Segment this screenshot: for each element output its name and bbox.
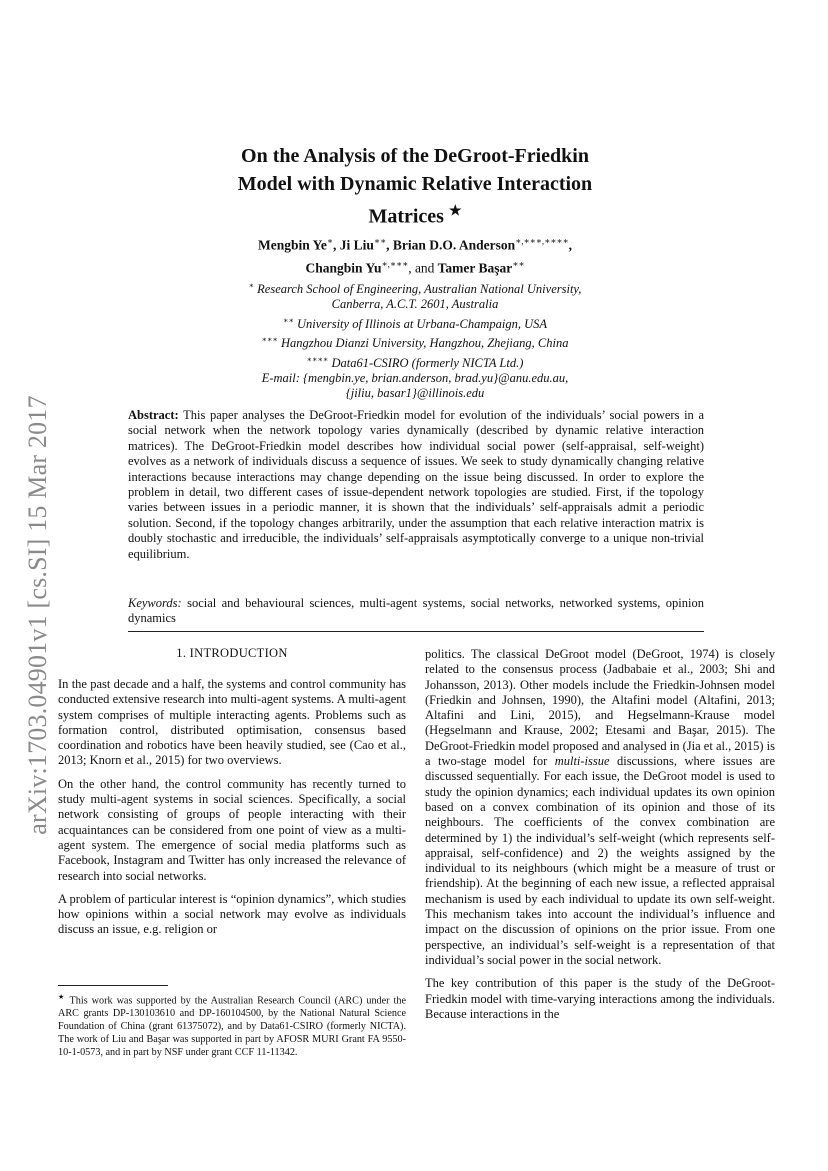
left-column [58, 677, 406, 946]
email-line: E-mail: {mengbin.ye, brian.anderson, brad.yu}@anu.edu.au, [261, 371, 569, 386]
abstract-label: Abstract: [128, 408, 179, 422]
author-list [150, 232, 680, 277]
author-affiliation-mark: ∗,∗∗∗ [381, 258, 409, 269]
keywords-label: Keywords: [128, 596, 182, 610]
email-line: {jiliu, basar1}@illinois.edu [345, 386, 485, 401]
author-line-1: Mengbin Ye∗, Ji Liu∗∗, Brian D.O. Anderson∗,∗∗∗,∗∗∗∗, [258, 236, 572, 253]
paragraph: On the other hand, the control community has recently turned to study multi-agent systems in social sciences. Specifically, a social network consisting of groups of people interacting with their acquaintances can be considered from one point of view as a multi-agent system. The emergence of social media platforms such as Facebook, Instagram and Twitter has only increased the relevance of research into social networks. [58, 776, 406, 883]
footnote [58, 991, 406, 1059]
paragraph: In the past decade and a half, the systems and control community has conducted extensive research into multi-agent systems. A multi-agent system comprises of multiple interacting agents. Problems such as formation control, distributed optimisation, consensus based coordination and robotics have been heavily studied, see (Cao et al., 2013; Knorn et al., 2015) for two overviews. [58, 677, 406, 768]
author-name: Mengbin Ye [258, 237, 327, 253]
author-name: Tamer Başar [437, 260, 513, 275]
affiliation-line: ∗∗∗ Hangzhou Dianzi University, Hangzhou, Zhejiang, China [261, 335, 569, 351]
author-affiliation-mark: ∗∗ [512, 258, 525, 269]
right-column [425, 647, 775, 1030]
keywords [128, 596, 704, 627]
footnote-mark: ★ [58, 993, 66, 1001]
title-line-3-text: Matrices [368, 205, 444, 228]
author-affiliation-mark: ∗∗ [373, 236, 387, 246]
paper-title [150, 142, 680, 231]
affiliation-line: Canberra, A.C.T. 2601, Australia [331, 297, 499, 312]
title-line-1: On the Analysis of the DeGroot-Friedkin [241, 145, 589, 167]
paragraph: The key contribution of this paper is the study of the DeGroot-Friedkin model with time-varying interactions among the individuals. Because interactions in the [425, 976, 775, 1021]
title-line-3 [150, 198, 680, 231]
affiliation-line: ∗∗ University of Illinois at Urbana-Champaign, USA [283, 315, 547, 331]
affiliation-line: ∗∗∗∗ Data61-CSIRO (formerly NICTA Ltd.) [306, 354, 524, 370]
abstract-text: This paper analyses the DeGroot-Friedkin model for evolution of the individuals’ social powers in a social network when the network topology varies dynamically (described by dynamic relative interaction matrices). The DeGroot-Friedkin model describes how individual social power (self-appraisal, self-weight) evolves as a network of individuals discuss a sequence of issues. We seek to study dynamically changing relative interactions because interactions may change depending on the issue being discussed. In order to explore the problem in detail, two different cases of issue-dependent network topologies are studied. First, if the topology varies between issues in a periodic manner, it is shown that the individuals’ self-appraisals admit a periodic solution. Second, if the topology changes arbitrarily, under the assumption that each relative interaction matrix is doubly stochastic and irreducible, the individuals’ self-appraisals asymptotically converge to a unique non-trivial equilibrium. [128, 408, 704, 561]
footnote-divider [58, 985, 168, 986]
footnote-text: This work was supported by the Australian Research Council (ARC) under the ARC grants DP-130103610 and DP-160104500, by the National Natural Science Foundation of China (grant 61375072), and by Data61-CSIRO (formerly NICTA). The work of Liu and Başar was supported in part by AFOSR MURI Grant FA 9550-10-1-0573, and in part by NSF under grant CCF 11-11342. [58, 995, 406, 1058]
author-affiliation-mark: ∗,∗∗∗,∗∗∗∗ [515, 236, 569, 246]
author-name: Ji Liu [339, 237, 374, 253]
abstract-divider [128, 631, 704, 632]
author-line-2: Changbin Yu∗,∗∗∗, and Tamer Başar∗∗ [305, 258, 525, 275]
abstract [128, 408, 704, 562]
author-name: Brian D.O. Anderson [392, 237, 516, 253]
arxiv-identifier-stamp [18, 375, 58, 855]
title-footnote-mark: ★ [448, 204, 462, 219]
arxiv-identifier-text: arXiv:1703.04901v1 [cs.SI] 15 Mar 2017 [23, 395, 52, 835]
keywords-text: social and behavioural sciences, multi-agent systems, social networks, networked systems, opinion dynamics [128, 596, 705, 626]
section-heading: 1. INTRODUCTION [176, 646, 288, 660]
author-affiliation-mark: ∗ [326, 236, 334, 246]
affiliations [150, 278, 680, 402]
paragraph: A problem of particular interest is “opinion dynamics”, which studies how opinions within a social network may evolve as individuals discuss an issue, e.g. religion or [58, 891, 406, 937]
title-line-2: Model with Dynamic Relative Interaction [237, 173, 593, 195]
affiliation-line: ∗ Research School of Engineering, Australian National University, [248, 281, 582, 297]
author-name: Changbin Yu [305, 260, 382, 275]
paragraph: politics. The classical DeGroot model (DeGroot, 1974) is closely related to the consensus process (Jadbabaie et al., 2003; Shi and Johansson, 2013). Other models include the Friedkin-Johnsen model (Friedkin and Johnsen, 1990), the Altafini model (Altafini, 2013; Altafini and Lini, 2015), and Hegselmann-Krause model (Hegselmann and Krause, 2002; Etesami and Başar, 2015). The DeGroot-Friedkin model proposed and analysed in (Jia et al., 2015) is a two-stage model for multi-issue discussions, where issues are discussed sequentially. For each issue, the DeGroot model is used to study the opinion dynamics; each individual updates its own opinion based on a convex combination of its opinion and those of its neighbours. The coefficients of the convex combination are determined by 1) the individual’s self-weight (which represents self-appraisal, self-confidence) and 2) the weights assigned by the individual to its neighbours (which might be a measure of trust or friendship). At the beginning of each new issue, a reflected appraisal mechanism is used by each individual to update its own self-weight. This mechanism takes into account the individual’s influence and impact on the discussion of opinions on the prior issue. From one perspective, an individual’s self-weight is a representation of that individual’s social power in the social network. [425, 647, 775, 967]
emphasis: multi-issue [554, 754, 610, 769]
